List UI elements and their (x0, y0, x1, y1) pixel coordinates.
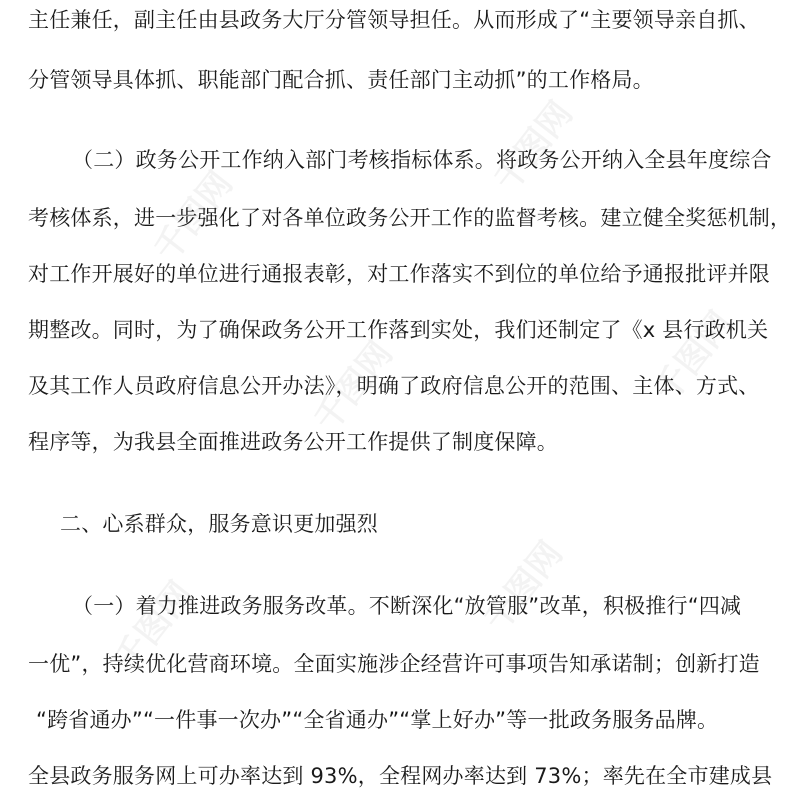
watermark: 千图网 (146, 164, 241, 270)
text-line: 主任兼任，副主任由县政务大厅分管领导担任。从而形成了“主要领导亲自抓、 (28, 8, 760, 32)
paragraph-start: （一）着力推进政务服务改革。不断深化“放管服”改革，积极推行“四减 (72, 594, 742, 618)
text-line: 期整改。同时，为了确保政务公开工作落到实处，我们还制定了《x 县行政机关 (28, 318, 769, 342)
text-line: 分管领导具体抓、职能部门配合抓、责任部门主动抓”的工作格局。 (28, 68, 654, 92)
section-heading: 二、心系群众，服务意识更加强烈 (60, 512, 378, 536)
paragraph-start: （二）政务公开工作纳入部门考核指标体系。将政务公开纳入全县年度综合 (72, 148, 772, 172)
watermark: 千图网 (476, 534, 571, 640)
text-line: 及其工作人员政府信息公开办法》，明确了政府信息公开的范围、主体、方式、 (28, 374, 760, 398)
text-line: 对工作开展好的单位进行通报表彰，对工作落实不到位的单位给予通报批评并限 (28, 262, 770, 286)
watermark: 千图网 (486, 94, 581, 200)
watermark: 千图网 (646, 304, 741, 410)
text-line: 全县政务服务网上可办率达到 93%，全程网办率达到 73%；率先在全市建成县 (28, 764, 773, 788)
text-line: “跨省通办”“一件事一次办”“全省通办”“掌上好办”等一批政务服务品牌。 (36, 708, 719, 732)
text-line: 程序等，为我县全面推进政务公开工作提供了制度保障。 (28, 430, 558, 454)
text-line: 一优”，持续优化营商环境。全面实施涉企经营许可事项告知承诺制；创新打造 (28, 652, 760, 676)
watermark: 千图网 (106, 574, 201, 680)
watermark: 千图网 (306, 334, 401, 440)
text-line: 考核体系，进一步强化了对各单位政务公开工作的监督考核。建立健全奖惩机制， (28, 206, 792, 230)
